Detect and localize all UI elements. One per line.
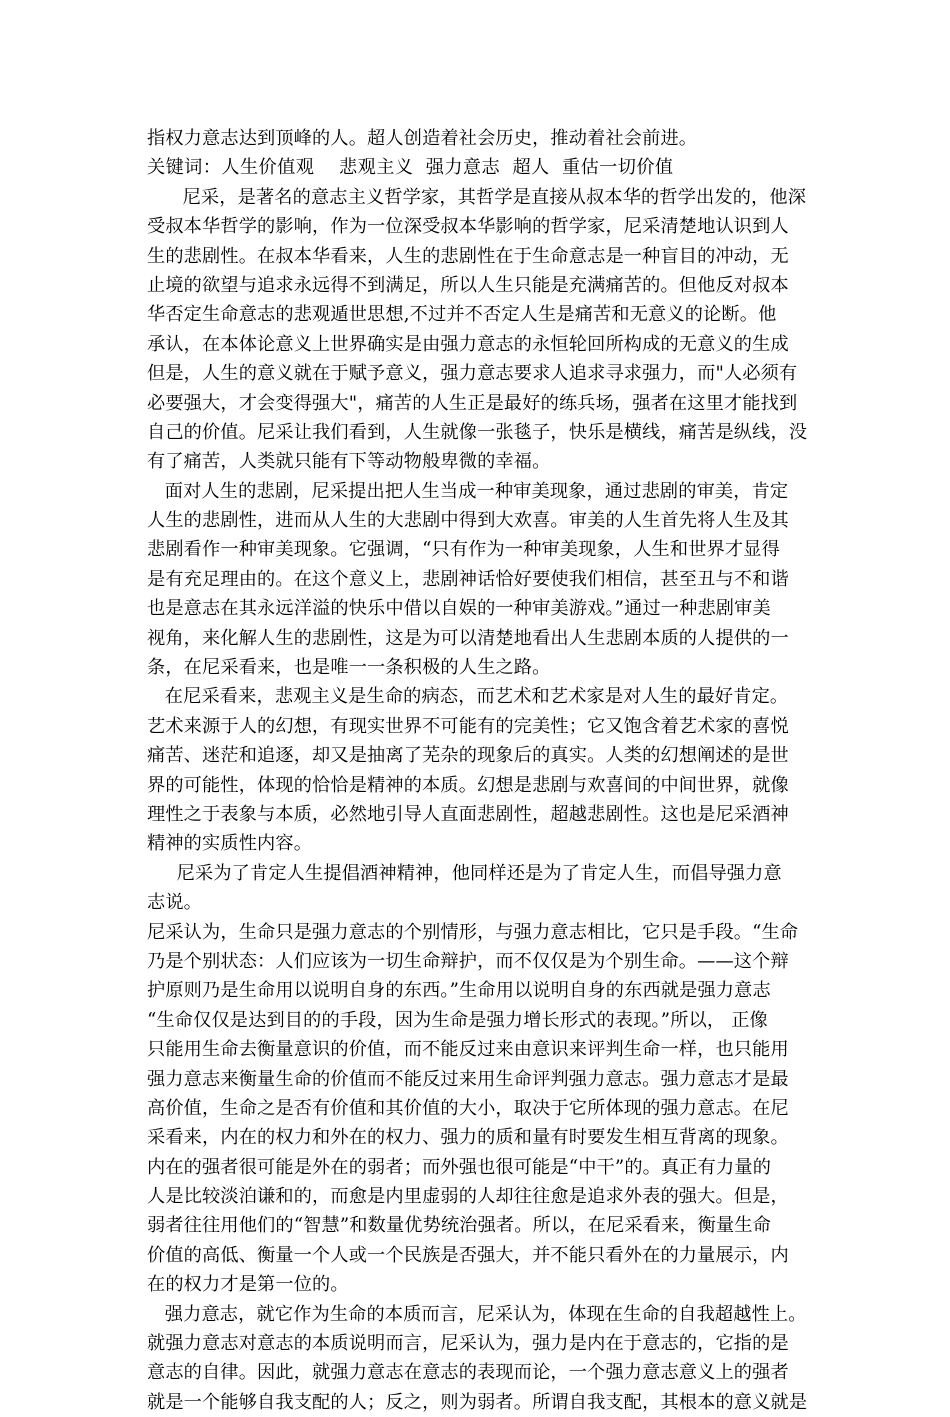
text-line: 理性之于表象与本质，必然地引导人直面悲剧性，超越悲剧性。这也是尼采酒神 xyxy=(147,803,789,825)
text-line: 止境的欲望与追求永远得不到满足，所以人生只能是充满痛苦的。但他反对叔本 xyxy=(147,274,789,296)
text-line: 指权力意志达到顶峰的人。超人创造着社会历史，推动着社会前进。 xyxy=(147,128,698,149)
text-line: 有了痛苦，人类就只能有下等动物般卑微的幸福。 xyxy=(147,451,551,473)
keywords-line: 关键词：人生价值观 悲观主义 强力意志 超人 重估一切价值 xyxy=(147,157,674,179)
text-line: 只能用生命去衡量意识的价值，而不能反过来由意识来评判生命一样，也只能用 xyxy=(147,1039,789,1061)
text-line: 在尼采看来，悲观主义是生命的病态，而艺术和艺术家是对人生的最好肯定。 xyxy=(147,686,789,708)
text-line: 就强力意志对意志的本质说明而言，尼采认为，强力是内在于意志的，它指的是 xyxy=(147,1333,789,1355)
text-line: 华否定生命意志的悲观遁世思想,不过并不否定人生是痛苦和无意义的论断。他 xyxy=(147,304,777,326)
text-line: 强力意志来衡量生命的价值而不能反过来用生命评判强力意志。强力意志才是最 xyxy=(147,1068,789,1090)
text-line: 就是一个能够自我支配的人；反之，则为弱者。所谓自我支配，其根本的意义就是 xyxy=(147,1391,808,1413)
text-line: 但是，人生的意义就在于赋予意义，强力意志要求人追求寻求强力，而"人必须有 xyxy=(147,363,798,385)
text-line: 面对人生的悲剧，尼采提出把人生当成一种审美现象，通过悲剧的审美，肯定 xyxy=(147,480,789,502)
text-line: 受叔本华哲学的影响，作为一位深受叔本华影响的哲学家，尼采清楚地认识到人 xyxy=(147,216,789,238)
text-line: 人生的悲剧性，进而从人生的大悲剧中得到大欢喜。审美的人生首先将人生及其 xyxy=(147,510,789,532)
text-line: 视角，来化解人生的悲剧性，这是为可以清楚地看出人生悲剧本质的人提供的一 xyxy=(147,627,789,649)
text-line: 是有充足理由的。在这个意义上，悲剧神话恰好要使我们相信，甚至丑与不和谐 xyxy=(147,568,789,590)
text-line: 志说。 xyxy=(147,892,203,914)
text-line: 也是意志在其永远洋溢的快乐中借以自娱的一种审美游戏。”通过一种悲剧审美 xyxy=(147,598,771,620)
text-line: 强力意志，就它作为生命的本质而言，尼采认为，体现在生命的自我超越性上。 xyxy=(147,1303,807,1325)
text-line: 精神的实质性内容。 xyxy=(147,833,313,855)
text-line: 条，在尼采看来，也是唯一一条积极的人生之路。 xyxy=(147,657,551,679)
text-line: 意志的自律。因此，就强力意志在意志的表现而论，一个强力意志意义上的强者 xyxy=(147,1362,789,1384)
text-line: 界的可能性，体现的恰恰是精神的本质。幻想是悲剧与欢喜间的中间世界，就像 xyxy=(147,774,789,796)
text-line: “生命仅仅是达到目的的手段，因为生命是强力增长形式的表现。”所以， 正像 xyxy=(147,1009,768,1031)
text-line: 在的权力才是第一位的。 xyxy=(147,1274,349,1296)
text-line: 乃是个别状态：人们应该为一切生命辩护，而不仅仅是为个别生命。——这个辩 xyxy=(147,950,789,972)
text-line: 尼采认为，生命只是强力意志的个别情形，与强力意志相比，它只是手段。“生命 xyxy=(147,921,799,943)
text-line: 悲剧看作一种审美现象。它强调，“只有作为一种审美现象，人生和世界才显得 xyxy=(147,539,780,561)
text-line: 必要强大，才会变得强大"，痛苦的人生正是最好的练兵场，强者在这里才能找到 xyxy=(147,392,798,414)
text-line: 痛苦、迷茫和追逐，却又是抽离了芜杂的现象后的真实。人类的幻想阐述的是世 xyxy=(147,745,789,767)
text-line: 尼采为了肯定人生提倡酒神精神，他同样还是为了肯定人生，而倡导强力意 xyxy=(147,862,782,884)
text-line: 高价值，生命之是否有价值和其价值的大小，取决于它所体现的强力意志。在尼 xyxy=(147,1097,789,1119)
text-line: 艺术来源于人的幻想，有现实世界不可能有的完美性；它又饱含着艺术家的喜悦 xyxy=(147,715,789,737)
text-line: 采看来，内在的权力和外在的权力、强力的质和量有时要发生相互背离的现象。 xyxy=(147,1127,789,1149)
text-line: 自己的价值。尼采让我们看到，人生就像一张毯子，快乐是横线，痛苦是纵线，没 xyxy=(147,421,808,443)
text-line: 价值的高低、衡量一个人或一个民族是否强大，并不能只看外在的力量展示，内 xyxy=(147,1244,789,1266)
text-line: 内在的强者很可能是外在的弱者；而外强也很可能是“中干”的。真正有力量的 xyxy=(147,1156,772,1178)
text-line: 护原则乃是生命用以说明自身的东西。”生命用以说明自身的东西就是强力意志 xyxy=(147,980,771,1002)
text-line: 人是比较淡泊谦和的，而愈是内里虚弱的人却往往愈是追求外表的强大。但是， xyxy=(147,1186,789,1208)
text-line: 尼采，是著名的意志主义哲学家，其哲学是直接从叔本华的哲学出发的，他深 xyxy=(147,186,807,208)
text-line: 承认，在本体论意义上世界确实是由强力意志的永恒轮回所构成的无意义的生成 xyxy=(147,333,789,355)
text-line: 弱者往往用他们的“智慧”和数量优势统治强者。所以，在尼采看来，衡量生命 xyxy=(147,1215,772,1237)
document-body xyxy=(147,124,807,1417)
text-line: 生的悲剧性。在叔本华看来，人生的悲剧性在于生命意志是一种盲目的冲动，无 xyxy=(147,245,789,267)
